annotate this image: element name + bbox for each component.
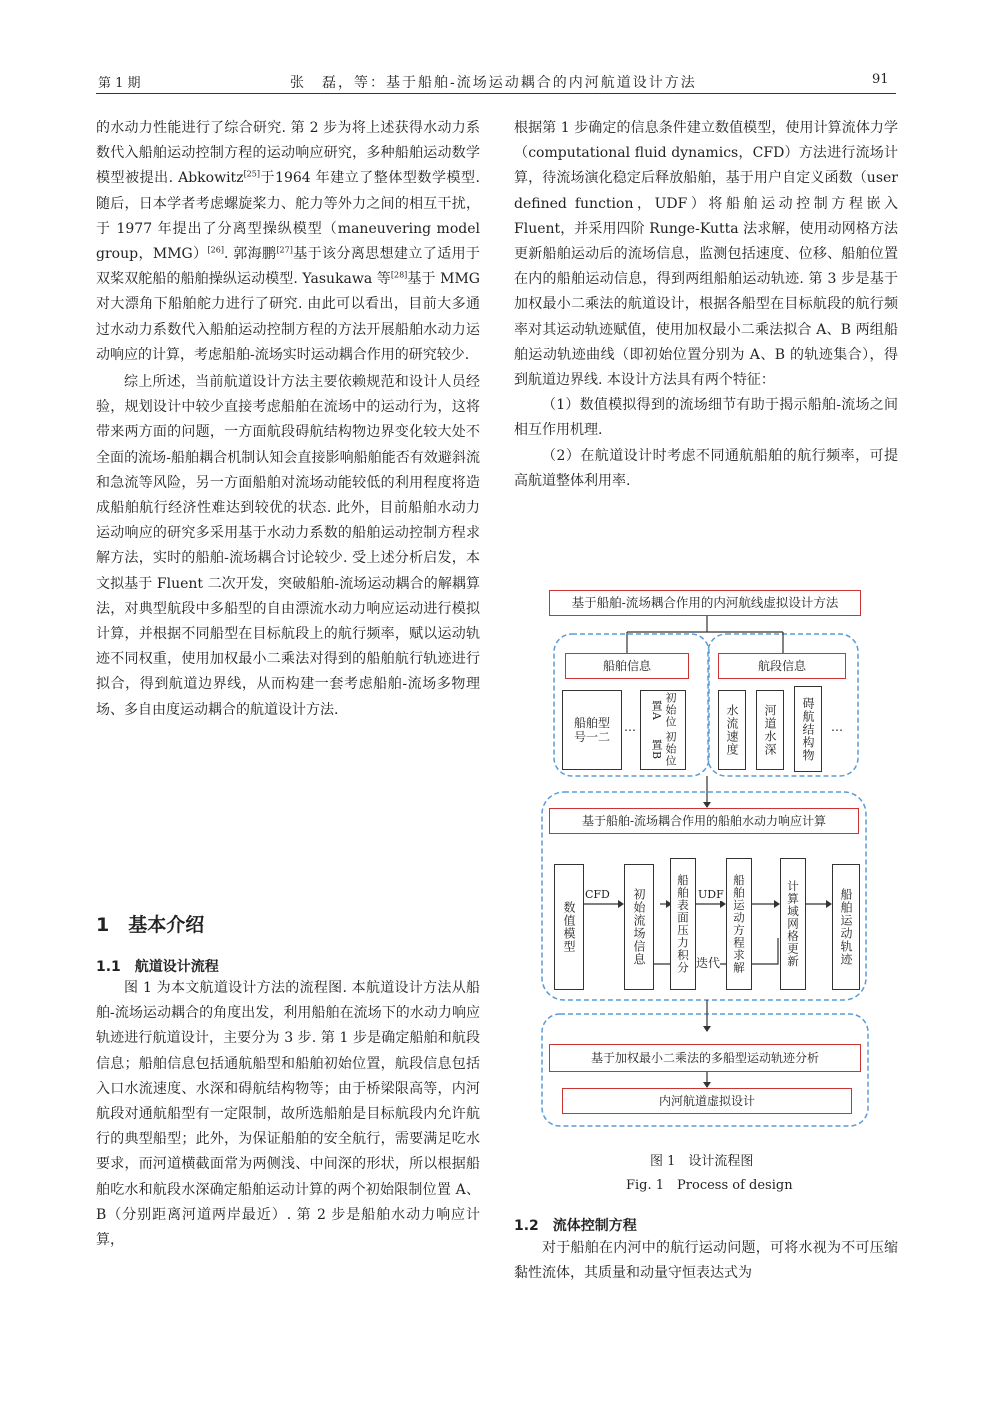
journal-issue: 第 1 期 (98, 76, 141, 91)
right-column (514, 116, 898, 494)
segment-info-box: 航段信息 (718, 653, 846, 679)
left-column-lower (96, 976, 480, 1253)
left-column (96, 116, 480, 723)
feature-2: （2）在航道设计时考虑不同通航船舶的航行频率，可提高航道整体利用率. (514, 447, 898, 489)
ellipsis: … (624, 720, 636, 734)
paragraph-summary: 综上所述，当前航道设计方法主要依赖规范和设计人员经验，规划设计中较少直接考虑船舶在流场中的运动行为，这将带来两方面的问题，一方面航段碍航结构物边界变化较大处不全面的流场-船舶耦合机制认知会直接影响船舶能否有效避斜流和急流等风险，另一方面船舶对流场动能较低的利用程度将造成船舶航行经济性难达到较优的状态. 此外，目前船舶水动力运动响应的研究多采用基于水动力系数的船舶运动控制方程求解方法，实时的船舶-流场耦合讨论较少. 受上述分析启发，本文拟基于 Fluent 二次开发，突破船舶-流场运动耦合的解耦算法，对典型航段中多船型的自由漂流水动力响应运动进行模拟计算，并根据不同船型在目标航段上的航行频率，赋以运动轨迹不同权重，使用加权最小二乘法对得到的船舶航行轨迹进行拟合，得到航道边界线，从而构建一套考虑船舶-流场多物理场、多自由度运动耦合的航道设计方法. (96, 374, 480, 718)
header-rule (96, 93, 896, 94)
flow-speed-box: 水流速度 (718, 690, 746, 770)
ship-type-box: 船舶型号一二 (562, 690, 622, 770)
motion-equation-box: 船舶运动方程求解 (726, 858, 752, 990)
citation[interactable]: [25] (243, 169, 260, 179)
figure-caption-cn: 图 1 设计流程图 (650, 1154, 754, 1169)
ellipsis: … (831, 720, 843, 734)
virtual-design-box: 内河航道虚拟设计 (562, 1088, 852, 1114)
figure-title-box: 基于船舶-流场耦合作用的内河航线虚拟设计方法 (549, 590, 861, 616)
right-column-lower (514, 1236, 898, 1286)
figure-1 (540, 582, 870, 1142)
paragraph-steps: 根据第 1 步确定的信息条件建立数值模型，使用计算流体力学（computational fluid dynamics，CFD）方法进行流场计算，待流场演化稳定后释放船舶，基于用户自定义函数（user defined function，UDF）将船舶运动控制方程嵌入 Fluent，并采用四阶 Runge-Kutta 法求解，使用动网格方法更新船舶运动后的流场信息，监测包括速度、位移、船舶位置在内的船舶运动信息，得到两组船舶运动轨迹. 第 3 步是基于加权最小二乘法的航道设计，根据各船型在目标航段的航行频率对其运动轨迹赋值，使用加权最小二乘法拟合 A、B 两组船舶运动轨迹曲线（即初始位置分别为 A、B 的轨迹集合），得到航道边界线. 本设计方法具有两个特征： (514, 120, 898, 389)
section-heading: 1 基本介绍 (96, 914, 205, 936)
subsection-heading: 1.1 航道设计流程 (96, 959, 219, 975)
running-title: 张 磊，等：基于船舶-流场运动耦合的内河航道设计方法 (290, 75, 697, 91)
trajectory-box: 船舶运动轨迹 (832, 864, 860, 990)
figure-caption-en: Fig. 1 Process of design (626, 1178, 793, 1193)
ship-info-box: 船舶信息 (565, 653, 689, 679)
subsection-heading: 1.2 流体控制方程 (514, 1218, 637, 1234)
cfd-label: CFD (585, 888, 610, 901)
calc-title-box: 基于船舶-流场耦合作用的船舶水动力响应计算 (549, 808, 859, 834)
initial-position-box: 初始位置A 初始位置B (640, 690, 686, 770)
udf-label: UDF (698, 888, 724, 901)
paragraph-design-flow: 图 1 为本文航道设计方法的流程图. 本航道设计方法从船舶-流场运动耦合的角度出发，利用船舶在流场下的水动力响应轨迹进行航道设计，主要分为 3 步. 第 1 步是确定船舶和航段信息；船舶信息包括通航船型和船舶初始位置，航段信息包括入口水流速度、水深和碍航结构物等；由于桥梁限高等，内河航段对通航船型有一定限制，故所选船舶是目标航段内允许航行的典型船型；此外，为保证船舶的安全航行，需要满足吃水要求，而河道横截面常为两侧浅、中间深的形状，所以根据船舶吃水和航段水深确定船舶运动计算的两个初始限制位置 A、B（分别距离河道两岸最近）. 第 2 步是船舶水动力响应计算， (96, 980, 480, 1249)
citation[interactable]: [28] (390, 270, 408, 280)
feature-1: （1）数值模拟得到的流场细节有助于揭示船舶-流场之间相互作用机理. (514, 397, 898, 439)
paragraph-lit-review: 的水动力性能进行了综合研究. 第 2 步为将上述获得水动力系数代入船舶运动控制方程的运动响应研究，多种船舶运动数学模型被提出. Abkowitz[25]于1964 年建立了整体型数学模型. 随后，日本学者考虑螺旋桨力、舵力等外力之间的相互干扰，于 1977 年提出了分离型操纵模型（maneuvering model group，MMG）[26]. 郭海鹏[27]基于该分离思想建立了适用于双桨双舵船的船舶操纵运动模型. Yasukawa 等[28]基于 MMG 对大漂角下船舶舵力进行了研究. 由此可以看出，目前大多通过水动力系数代入船舶运动控制方程的方法开展船舶水动力运动响应的计算，考虑船舶-流场实时运动耦合作用的研究较少. (96, 120, 481, 363)
page-number: 91 (872, 72, 889, 87)
initial-flow-box: 初始流场信息 (624, 864, 654, 990)
obstacle-box: 碍航结构物 (794, 686, 822, 772)
citation[interactable]: [26] (207, 245, 224, 255)
iterate-label: 迭代 (696, 956, 721, 970)
mesh-update-box: 计算域网格更新 (780, 858, 806, 990)
paragraph-governing-eq: 对于船舶在内河中的航行运动问题，可将水视为不可压缩黏性流体，其质量和动量守恒表达式为 (514, 1240, 898, 1282)
surface-pressure-box: 船舶表面压力积分 (670, 858, 696, 990)
citation[interactable]: [27] (276, 245, 293, 255)
analysis-box: 基于加权最小二乘法的多船型运动轨迹分析 (549, 1044, 861, 1072)
river-depth-box: 河道水深 (756, 690, 784, 770)
numerical-model-box: 数值模型 (554, 864, 584, 990)
